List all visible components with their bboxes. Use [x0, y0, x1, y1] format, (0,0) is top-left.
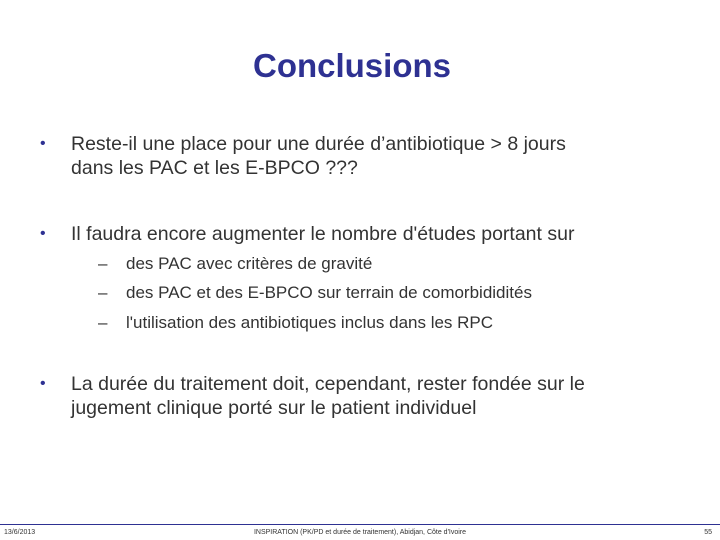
page-number: 55	[704, 529, 712, 536]
bullet-line: Il faudra encore augmenter le nombre d'études portant sur	[71, 223, 575, 245]
footer-date: 13/6/2013	[4, 529, 36, 536]
dash-icon: –	[98, 254, 108, 273]
sub-bullet-text: l'utilisation des antibiotiques inclus dans les RPC	[126, 313, 494, 332]
bullet-icon: •	[40, 375, 46, 392]
sub-bullet-item	[98, 283, 658, 303]
bullet-item	[40, 372, 680, 420]
footer-divider	[0, 524, 720, 525]
dash-icon: –	[98, 283, 108, 302]
dash-icon: –	[98, 313, 108, 332]
slide-title: Conclusions	[252, 47, 452, 84]
bullet-line: Reste-il une place pour une durée d’antibiotique > 8 jours	[71, 133, 566, 155]
bullet-icon: •	[40, 225, 46, 242]
bullet-item	[40, 132, 680, 180]
bullet-item	[40, 222, 680, 246]
bullet-line: La durée du traitement doit, cependant, rester fondée sur le	[71, 373, 585, 395]
bullet-icon: •	[40, 135, 46, 152]
footer-caption: INSPIRATION (PK/PD et durée de traitement), Abidjan, Côte d'Ivoire	[253, 529, 467, 536]
bullet-line: dans les PAC et les E-BPCO ???	[71, 157, 358, 179]
sub-bullet-text: des PAC avec critères de gravité	[126, 254, 373, 273]
sub-bullet-item	[98, 254, 658, 274]
sub-bullet-text: des PAC et des E-BPCO sur terrain de comorbididités	[126, 283, 532, 302]
bullet-line: jugement clinique porté sur le patient individuel	[71, 397, 477, 419]
sub-bullet-item	[98, 313, 658, 333]
